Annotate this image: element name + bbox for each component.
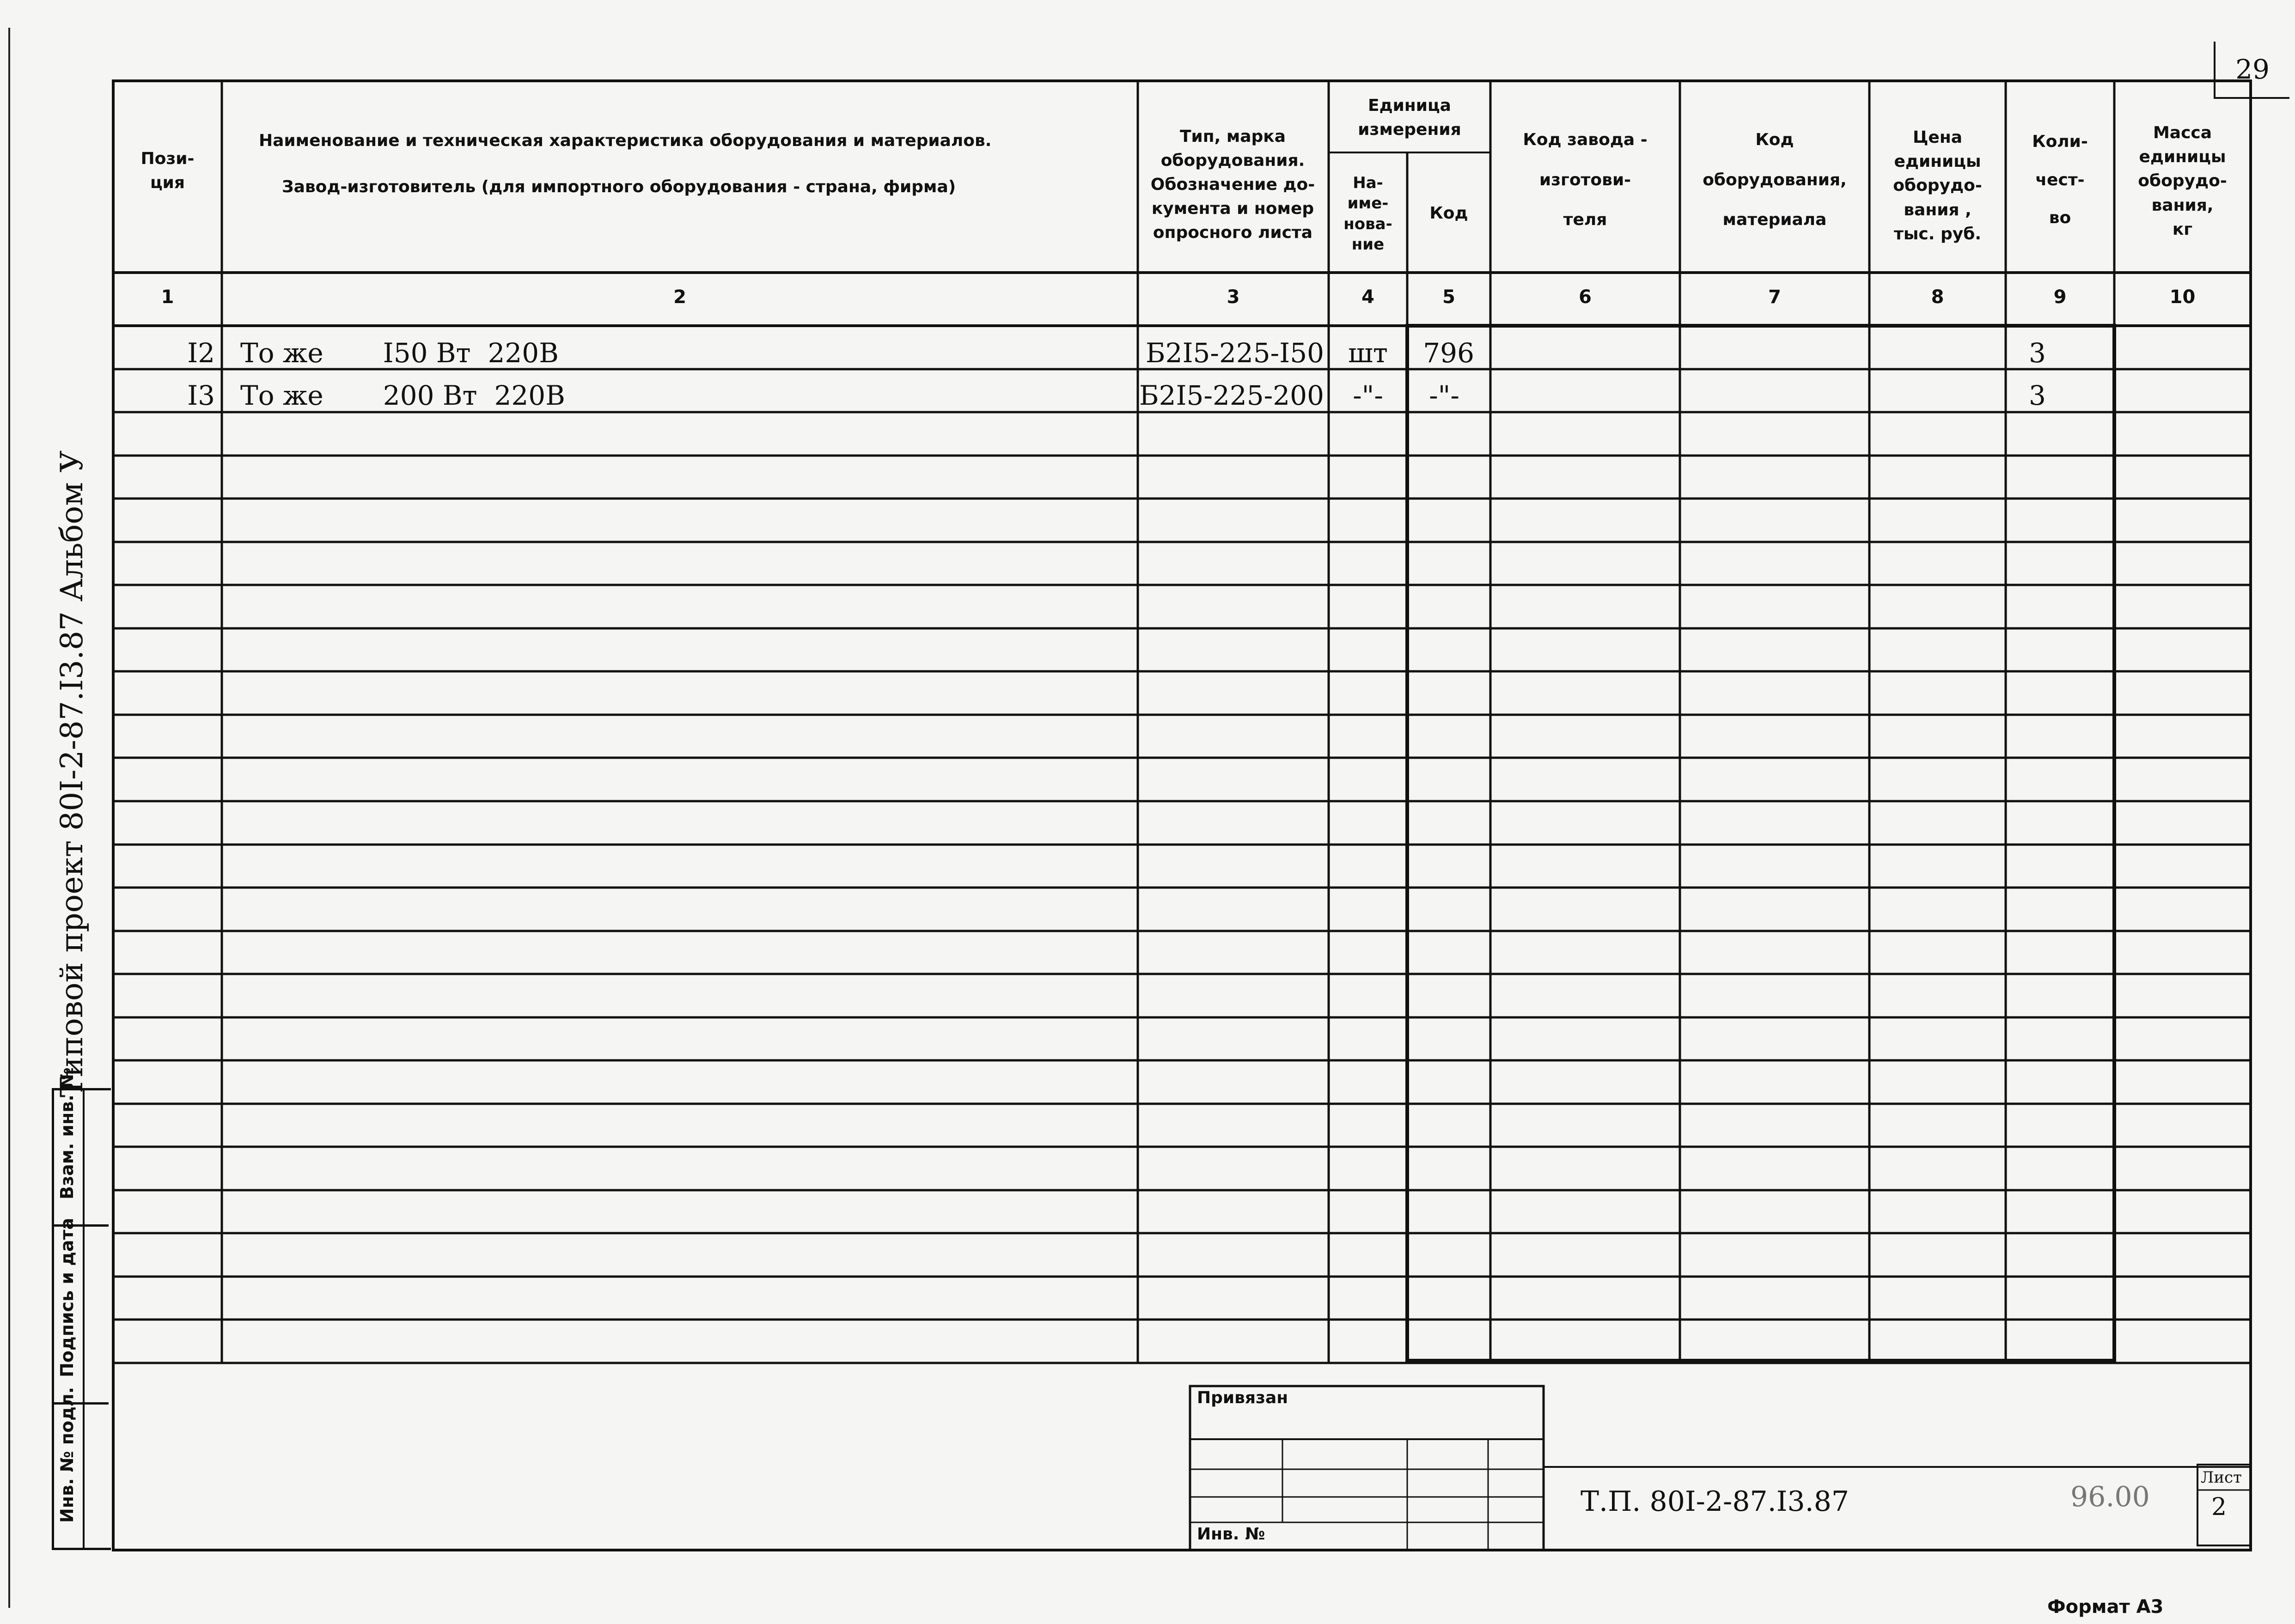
bound-label: Привязан [1197,1388,1288,1407]
column-number: 4 [1361,286,1374,308]
row-quantity: 3 [2029,380,2046,411]
stamp-number: 96.00 [2070,1481,2150,1513]
row-type: Б2I5-225-I50 [1146,337,1324,369]
row-unit-code: -"- [1429,380,1459,411]
stamp-label: Взам. инв. № [57,1067,77,1199]
header-mass: Масса единицы оборудо- вания, кг [2138,123,2227,239]
column-number: 1 [161,286,174,308]
column-number: 9 [2053,286,2067,308]
header-unit: Единица измерения [1358,96,1461,139]
header-type: Тип, марка оборудования. Обозначение до- кумента и номер опросного листа [1150,127,1315,243]
column-number: 6 [1579,286,1592,308]
inv-number-label: Инв. № [1197,1525,1265,1544]
header-name-line2: Завод-изготовитель (для импортного оборудования - страна, фирма) [282,177,956,196]
side-album-title: Типовой проект 80I-2-87.I3.87 Альбом У [54,450,90,1098]
sheet-number: 2 [2211,1493,2227,1521]
row-position: I2 [187,337,215,369]
row-unit-code: 796 [1423,337,1474,369]
column-number: 2 [673,286,686,308]
row-unit: шт [1348,337,1388,369]
row-type: Б2I5-225-200 [1139,380,1324,411]
header-unit-name: На- име- нова- ние [1343,174,1392,254]
column-number: 3 [1227,286,1240,308]
page-number: 29 [2214,42,2289,99]
sheet-label: Лист [2201,1468,2242,1487]
bold-block [1407,326,2114,1361]
format-label: Формат А3 [2047,1596,2164,1618]
stamp-label: Инв. № подл. [57,1387,77,1523]
column-number: 8 [1931,286,1944,308]
header-factory-code: Код завода - изготови- теля [1523,130,1648,230]
column-number: 7 [1768,286,1781,308]
header-name-line1: Наименование и техническая характеристика оборудования и материалов. [259,131,992,150]
header-quantity: Коли- чест- во [2032,132,2088,228]
row-position: I3 [187,380,215,411]
header-equipment-code: Код оборудования, материала [1703,130,1847,230]
column-number: 10 [2169,286,2196,308]
row-quantity: 3 [2029,337,2046,369]
document-designation: Т.П. 80I-2-87.I3.87 [1581,1485,1849,1518]
header-price: Цена единицы оборудо- вания , тыс. руб. [1893,128,1982,243]
row-name: То же I50 Вт 220В [240,337,559,369]
header-position: Пози- ция [140,149,195,192]
header-unit-code: Код [1429,204,1468,223]
row-unit: -"- [1353,380,1383,411]
row-name: То же 200 Вт 220В [240,380,565,411]
column-number: 5 [1442,286,1455,308]
stamp-label: Подпись и дата [57,1217,77,1377]
